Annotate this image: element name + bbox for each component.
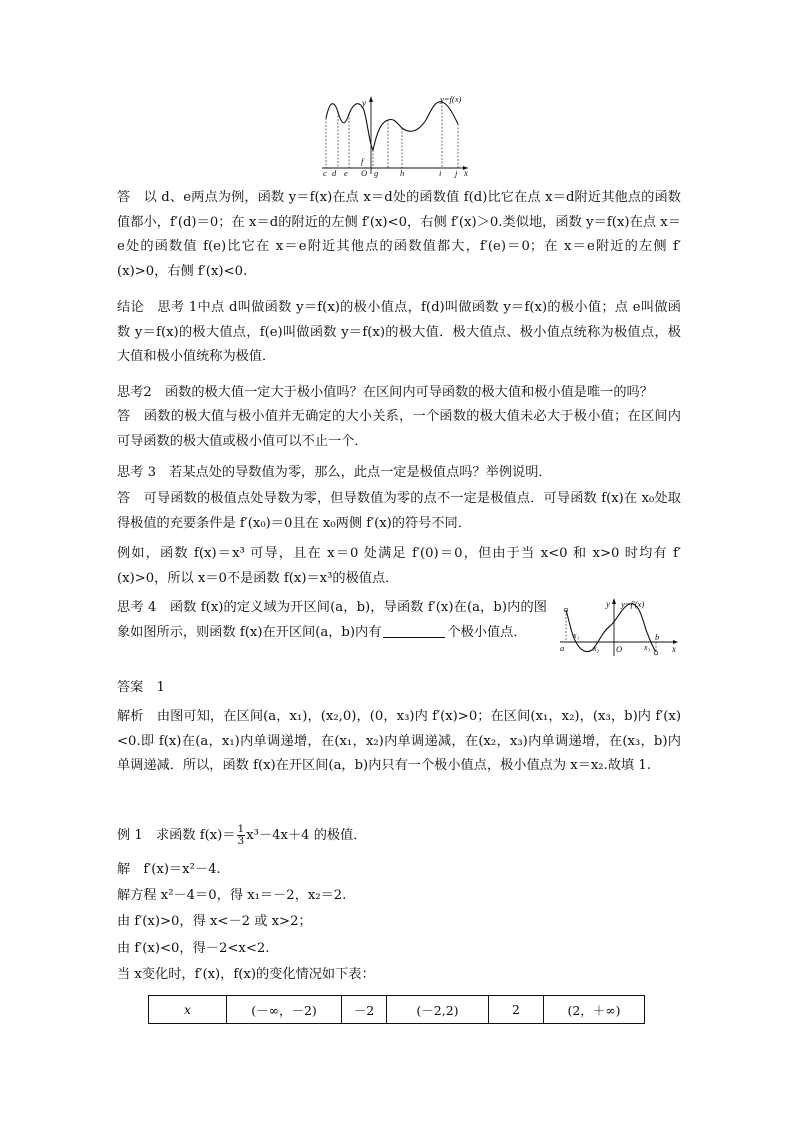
solution-line-4: 由 f′(x)<0，得－2<x<2. bbox=[117, 941, 270, 956]
think4-question bbox=[117, 596, 547, 645]
table-row bbox=[149, 996, 645, 1024]
fig1-curve-label: y=f(x) bbox=[440, 94, 462, 104]
think3-question: 思考 3 若某点处的导数值为零，那么，此点一定是极值点吗？举例说明． bbox=[117, 465, 552, 480]
fig1-point-j: j bbox=[455, 168, 458, 178]
think2-question: 思考2 函数的极大值一定大于极小值吗？在区间内可导函数的极大值和极小值是唯一的吗？ bbox=[117, 385, 653, 400]
fig1-point-e: e bbox=[344, 168, 348, 178]
analysis-paragraph: 解析 由图可知，在区间(a，x₁)，(x₂,0)，(0，x₃)内 f′(x)>0；在区间(x₁，x₂)，(x₃，b)内 f′(x)<0.即 f(x)在(a，x₁)内单调递增，在(x₁，x₂)内单调递减，在(x₂，x₃)内单调递增，在(x₃，b)内单调递减．所以，函数 f(x)在开区间(a，b)内只有一个极小值点，极小值点为 x＝x₂.故填 1. bbox=[117, 709, 681, 773]
fig1-point-i: i bbox=[439, 168, 442, 178]
fraction bbox=[237, 824, 246, 847]
fig2-point-x3: x₃ bbox=[644, 643, 651, 652]
fig1-point-o: O bbox=[361, 168, 368, 178]
fig2-x-label: x bbox=[672, 644, 676, 654]
function-graph-figure bbox=[318, 92, 478, 178]
fig1-point-f: f bbox=[361, 156, 364, 166]
table-cell: (－2,2) bbox=[387, 996, 489, 1024]
derivative-graph-figure bbox=[558, 596, 684, 658]
think4-text: 思考 4 函数 f(x)的定义域为开区间(a，b)，导函数 f′(x)在(a，b)内的图象如图所示，则函数 f(x)在开区间(a，b)内有 bbox=[117, 600, 547, 640]
fig1-y-label: y bbox=[362, 98, 366, 108]
fig2-curve-label: y=f′(x) bbox=[621, 599, 645, 609]
fig1-point-h: h bbox=[400, 168, 405, 178]
fig1-point-c: c bbox=[323, 168, 327, 178]
table-cell: x bbox=[149, 996, 227, 1024]
example1-post: x³－4x＋4 的极值． bbox=[246, 828, 367, 843]
think4-text-end: 个极小值点． bbox=[447, 624, 527, 640]
answer-paragraph-1: 答 以 d、e两点为例，函数 y＝f(x)在点 x＝d处的函数值 f(d)比它在点 x＝d附近其他点的函数值都小，f′(d)＝0；在 x＝d的附近的左侧 f′(x)<0，右侧 f′(x)＞0.类似地，函数 y＝f(x)在点 x＝e处的函数值 f(e)比它在 x＝e附近其他点的函数值都大，f′(e)＝0；在 x＝e附近的左侧 f′(x)>0，右侧 f′(x)<0. bbox=[117, 190, 681, 279]
example1-pre: 例 1 求函数 f(x)＝ bbox=[117, 828, 236, 843]
conclusion-paragraph: 结论 思考 1中点 d叫做函数 y＝f(x)的极小值点，f(d)叫做函数 y＝f(x)的极小值；点 e叫做函数 y＝f(x)的极大值点，f(e)叫做函数 y＝f(x)的极大值．极大值点、极小值点统称为极值点，极大值和极小值统称为极值． bbox=[117, 300, 681, 364]
fig2-y-label: y bbox=[606, 599, 610, 609]
fig2-point-x2: x₂ bbox=[593, 644, 600, 653]
solution-line-3: 由 f′(x)>0，得 x<－2 或 x>2； bbox=[117, 914, 312, 929]
table-cell: －2 bbox=[342, 996, 387, 1024]
fig1-point-d: d bbox=[332, 168, 337, 178]
variation-table bbox=[148, 995, 645, 1024]
fraction-denominator: 3 bbox=[237, 835, 245, 847]
fig2-point-a: a bbox=[560, 643, 565, 653]
think3-answer: 答 可导函数的极值点处导数为零，但导数值为零的点不一定是极值点．可导函数 f(x)在 x₀处取得极值的充要条件是 f′(x₀)＝0且在 x₀两侧 f′(x)的符号不同． bbox=[117, 491, 681, 531]
solution-line-2: 解方程 x²－4＝0，得 x₁＝－2，x₂＝2. bbox=[117, 888, 347, 903]
table-cell: (2，＋∞) bbox=[544, 996, 645, 1024]
answer-line: 答案 1 bbox=[117, 680, 165, 695]
solution-line-5: 当 x变化时，f′(x)，f(x)的变化情况如下表： bbox=[117, 967, 375, 982]
fraction-numerator: 1 bbox=[237, 823, 245, 835]
fig2-point-x1: x₁ bbox=[573, 631, 580, 640]
fig1-point-g: g bbox=[374, 168, 379, 178]
fig2-point-o: O bbox=[616, 644, 623, 654]
answer-blank bbox=[383, 623, 445, 638]
example-x-cubed: 例如，函数 f(x)＝x³ 可导，且在 x＝0 处满足 f′(0)＝0，但由于当 x<0 和 x>0 时均有 f′(x)>0，所以 x＝0不是函数 f(x)＝x³的极值点． bbox=[117, 546, 681, 586]
solution-line-1: 解 f′(x)＝x²－4. bbox=[117, 862, 221, 877]
fig2-point-b: b bbox=[655, 632, 660, 642]
fig1-x-label: x bbox=[464, 168, 468, 178]
example1-line bbox=[117, 822, 681, 850]
table-cell: 2 bbox=[489, 996, 544, 1024]
think2-answer: 答 函数的极大值与极小值并无确定的大小关系，一个函数的极大值未必大于极小值；在区间内可导函数的极大值或极小值可以不止一个． bbox=[117, 409, 681, 449]
table-cell: (－∞，－2) bbox=[227, 996, 342, 1024]
